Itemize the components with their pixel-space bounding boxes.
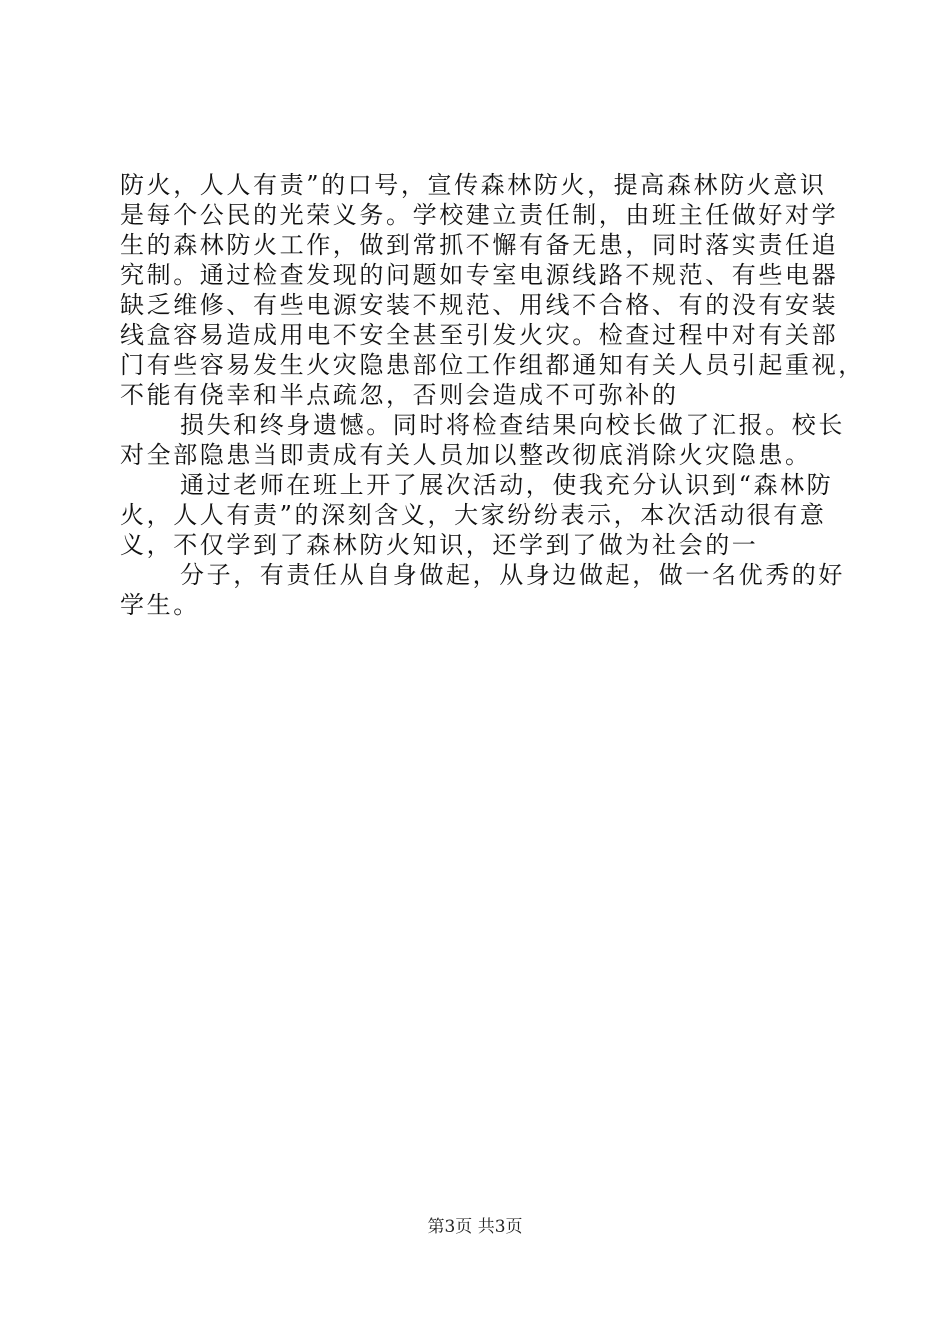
text-line: 究制。通过检查发现的问题如专室电源线路不规范、有些电器 [120, 261, 839, 289]
text-line: 对全部隐患当即责成有关人员加以整改彻底消除火灾隐患。 [120, 441, 812, 469]
text-line: 通过老师在班上开了展次活动，使我充分认识到“森林防 [180, 471, 834, 499]
text-line: 缺乏维修、有些电源安装不规范、用线不合格、有的没有安装 [120, 291, 839, 319]
text-line: 是每个公民的光荣义务。学校建立责任制，由班主任做好对学 [120, 201, 839, 229]
text-line: 门有些容易发生火灾隐患部位工作组都通知有关人员引起重视， [120, 351, 865, 379]
text-line: 火，人人有责”的深刻含义，大家纷纷表示，本次活动很有意 [120, 501, 827, 529]
text-line: 学生。 [120, 591, 200, 619]
text-line: 线盒容易造成用电不安全甚至引发火灾。检查过程中对有关部 [120, 321, 839, 349]
text-line: 分子，有责任从自身做起，从身边做起，做一名优秀的好 [180, 561, 845, 589]
text-line: 防火，人人有责”的口号，宣传森林防火，提高森林防火意识 [120, 171, 827, 199]
page-number-footer: 第3页 共3页 [427, 1217, 523, 1237]
text-line: 生的森林防火工作，做到常抓不懈有备无患，同时落实责任追 [120, 231, 839, 259]
text-line: 义，不仅学到了森林防火知识，还学到了做为社会的一 [120, 531, 759, 559]
document-body [120, 170, 865, 620]
text-line: 不能有侥幸和半点疏忽，否则会造成不可弥补的 [120, 381, 679, 409]
text-line: 损失和终身遗憾。同时将检查结果向校长做了汇报。校长 [180, 411, 845, 439]
